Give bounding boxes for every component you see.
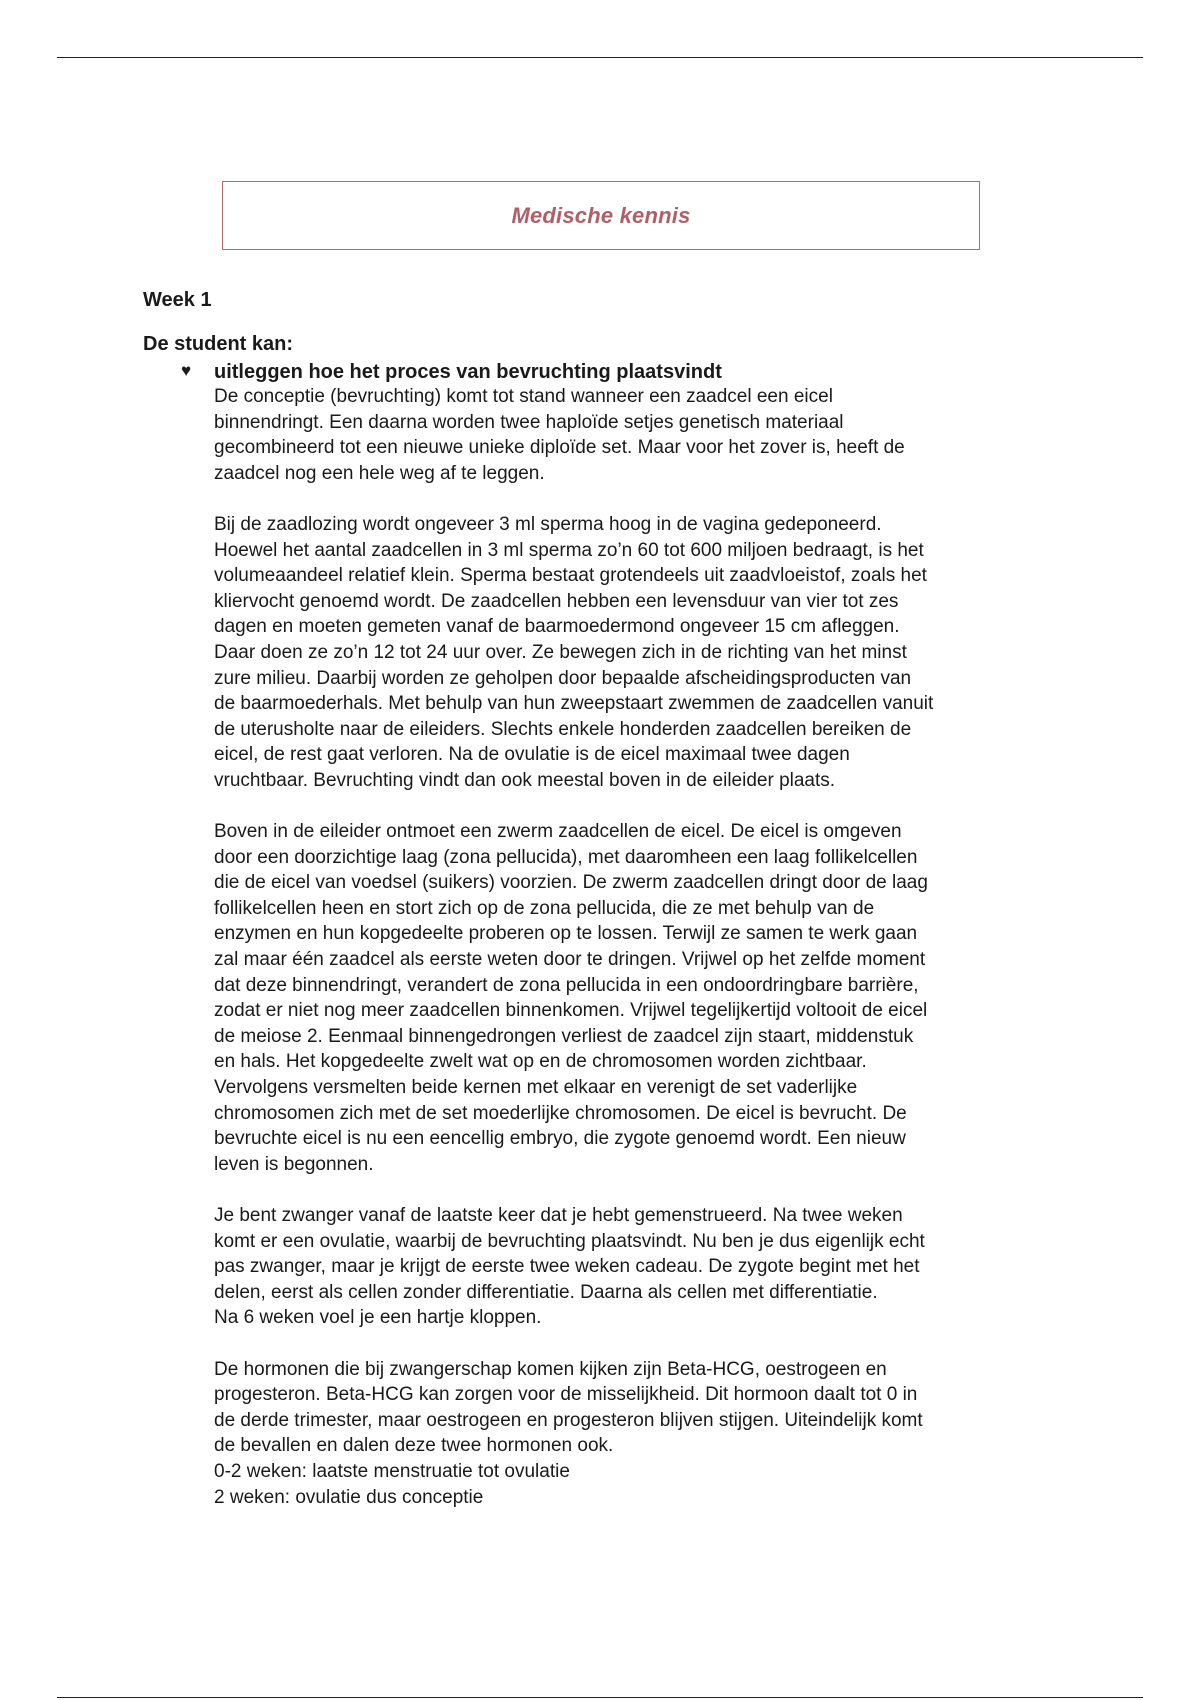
paragraph	[214, 1203, 1094, 1331]
paragraph-line: follikelcellen heen en stort zich op de zona pellucida, die ze met behulp van de	[214, 897, 875, 919]
paragraph	[214, 512, 1094, 794]
paragraph-line: Vervolgens versmelten beide kernen met elkaar en verenigt de set vaderlijke	[214, 1077, 858, 1099]
paragraph-line: enzymen en hun kopgedeelte proberen op te lossen. Terwijl ze samen te werk gaan	[214, 923, 918, 945]
paragraph-line: zal maar één zaadcel als eerste weten door te dringen. Vrijwel op het zelfde moment	[214, 949, 926, 971]
learning-objective: uitleggen hoe het proces van bevruchting plaatsvindt	[214, 361, 722, 383]
paragraph-line: zodat er niet nog meer zaadcellen binnenkomen. Vrijwel tegelijkertijd voltooit de eicel	[214, 1000, 928, 1022]
paragraph-line: de uterusholte naar de eileiders. Slechts enkele honderden zaadcellen bereiken de	[214, 718, 912, 740]
paragraph-line: progesteron. Beta-HCG kan zorgen voor de misselijkheid. Dit hormoon daalt tot 0 in	[214, 1384, 918, 1406]
paragraph-line: chromosomen zich met de set moederlijke chromosomen. De eicel is bevrucht. De	[214, 1102, 907, 1124]
week-heading: Week 1	[143, 289, 212, 311]
paragraph-line: Hoewel het aantal zaadcellen in 3 ml sperma zo’n 60 tot 600 miljoen bedraagt, is het	[214, 539, 924, 561]
title-box	[222, 181, 980, 250]
paragraph-line: zaadcel nog een hele weg af te leggen.	[214, 462, 545, 484]
paragraph	[214, 1357, 1094, 1511]
document-title: Medische kennis	[511, 202, 691, 228]
paragraph-line: die de eicel van voedsel (suikers) voorzien. De zwerm zaadcellen dringt door de laag	[214, 872, 928, 894]
header-rule	[57, 57, 1143, 58]
paragraph-line: en hals. Het kopgedeelte zwelt wat op en de chromosomen worden zichtbaar.	[214, 1051, 867, 1073]
paragraph-line: leven is begonnen.	[214, 1153, 374, 1175]
footer-rule	[57, 1697, 1143, 1698]
paragraph-line: Bij de zaadlozing wordt ongeveer 3 ml sperma hoog in de vagina gedeponeerd.	[214, 513, 882, 535]
paragraph-line: Daar doen ze zo’n 12 tot 24 uur over. Ze bewegen zich in de richting van het minst	[214, 641, 907, 663]
paragraph-line: de baarmoederhals. Met behulp van hun zweepstaart zwemmen de zaadcellen vanuit	[214, 693, 934, 715]
paragraph-line: dat deze binnendringt, verandert de zona pellucida in een ondoordringbare barrière,	[214, 974, 919, 996]
paragraph-line: bevruchte eicel is nu een eencellig embryo, die zygote genoemd wordt. Een nieuw	[214, 1128, 906, 1150]
paragraph-line: Na 6 weken voel je een hartje kloppen.	[214, 1307, 542, 1329]
paragraph-line: delen, eerst als cellen zonder differentiatie. Daarna als cellen met differentiatie.	[214, 1281, 878, 1303]
paragraph-line: binnendringt. Een daarna worden twee haploïde setjes genetisch materiaal	[214, 411, 844, 433]
body-text	[214, 384, 1094, 1536]
paragraph-line: de derde trimester, maar oestrogeen en progesteron blijven stijgen. Uiteindelijk komt	[214, 1409, 923, 1431]
intro-heading: De student kan:	[143, 333, 294, 355]
paragraph-line: Je bent zwanger vanaf de laatste keer dat je hebt gemenstrueerd. Na twee weken	[214, 1205, 903, 1226]
paragraph-line: door een doorzichtige laag (zona pellucida), met daaromheen een laag follikelcellen	[214, 846, 918, 868]
paragraph-line: De hormonen die bij zwangerschap komen kijken zijn Beta-HCG, oestrogeen en	[214, 1358, 887, 1380]
paragraph-line: Boven in de eileider ontmoet een zwerm zaadcellen de eicel. De eicel is omgeven	[214, 821, 902, 843]
paragraph	[214, 384, 1094, 486]
paragraph-line: pas zwanger, maar je krijgt de eerste twee weken cadeau. De zygote begint met het	[214, 1256, 920, 1278]
paragraph-line: dagen en moeten gemeten vanaf de baarmoedermond ongeveer 15 cm afleggen.	[214, 616, 900, 638]
paragraph-line: 2 weken: ovulatie dus conceptie	[214, 1486, 484, 1508]
paragraph-line: zure milieu. Daarbij worden ze geholpen door bepaalde afscheidingsproducten van	[214, 667, 912, 689]
heart-bullet-icon: ♥	[181, 361, 192, 380]
paragraph-line: De conceptie (bevruchting) komt tot stand wanneer een zaadcel een eicel	[214, 386, 833, 407]
paragraph-line: volumeaandeel relatief klein. Sperma bestaat grotendeels uit zaadvloeistof, zoals het	[214, 565, 927, 587]
paragraph-line: de meiose 2. Eenmaal binnengedrongen verliest de zaadcel zijn staart, middenstuk	[214, 1025, 914, 1047]
paragraph	[214, 819, 1094, 1177]
paragraph-line: vruchtbaar. Bevruchting vindt dan ook meestal boven in de eileider plaats.	[214, 769, 836, 791]
paragraph-line: kliervocht genoemd wordt. De zaadcellen hebben een levensduur van vier tot zes	[214, 590, 899, 612]
paragraph-line: komt er een ovulatie, waarbij de bevruchting plaatsvindt. Nu ben je dus eigenlijk echt	[214, 1230, 925, 1252]
paragraph-line: gecombineerd tot een nieuwe unieke diploïde set. Maar voor het zover is, heeft de	[214, 437, 905, 459]
paragraph-line: eicel, de rest gaat verloren. Na de ovulatie is de eicel maximaal twee dagen	[214, 744, 850, 766]
paragraph-line: de bevallen en dalen deze twee hormonen ook.	[214, 1435, 614, 1457]
paragraph-line: 0-2 weken: laatste menstruatie tot ovulatie	[214, 1460, 570, 1482]
